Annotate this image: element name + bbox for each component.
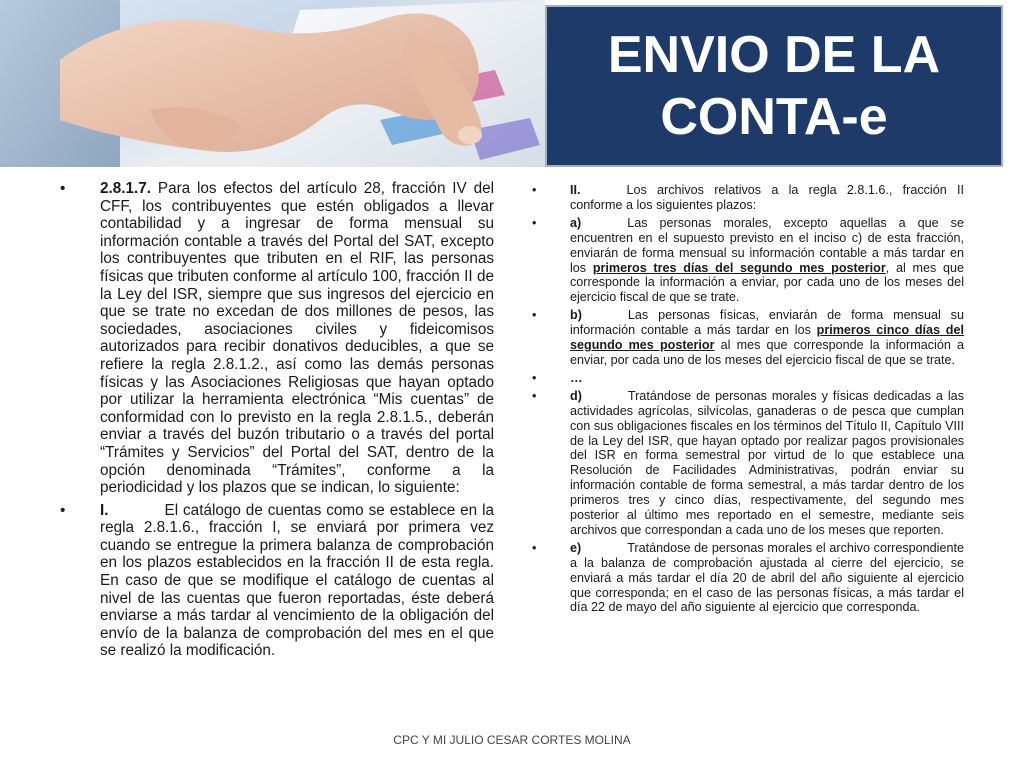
item-label: II. [570,183,581,197]
title-banner [545,5,1003,167]
list-item [530,183,964,213]
bullet: • [60,180,66,197]
list-item [530,389,964,538]
list-item [530,308,964,368]
item-label: I. [100,501,109,519]
bullet: • [532,215,537,230]
item-label: e) [570,540,582,555]
bullet: • [532,388,537,403]
underlined-deadline: primeros tres días del segundo mes posterior [592,260,886,275]
list-item [56,180,494,497]
bullet: • [60,501,66,519]
item-text: al mes que corresponde la información a enviar, por cada uno de los meses del ejercicio fiscal de que se trate. [570,338,964,367]
ellipsis: … [570,370,583,385]
list-item [530,541,964,616]
item-text: El catálogo de cuentas como se establece en la regla 2.8.1.6., fracción I, se enviará por primera vez cuando se entregue la primera balanza de comprobación en los plazos establecidos en la fracción II de esta regla. En caso de que se modifique el catálogo de cuentas al nivel de las cuentas que fueron reportadas, éste deberá enviarse a más tardar al vencimiento de la obligación del envío de la balanza de comprobación del mes en el que se realizó la modificación. [100,501,494,660]
hand-touching-tablet-photo [0,0,545,167]
item-text: , al mes que corresponde la información a enviar, por cada uno de los meses del ejercicio fiscal de que se trate. [570,260,964,305]
underlined-deadline: primeros cinco días del segundo mes posterior [570,323,964,353]
left-column [56,180,494,665]
bullet: • [532,183,537,197]
item-text: Tratándose de personas morales y físicas dedicadas a las actividades agrícolas, silvícolas, ganaderas o de pesca que cumplan con sus obligaciones fiscales en los términos del Título II, Capítulo VIII de la Ley del ISR, que hayan optado por realizar pagos provisionales del ISR en forma semestral por virtud de lo que establece una Resolución de Facilidades Administrativas, podrán enviar su información contable de forma semestral, a más tardar dentro de los primeros tres y cinco días, respectivamente, del segundo mes posterior al último mes reportado en el semestre, mediante seis archivos que correspondan a cada uno de los meses que reporten. [570,388,964,537]
item-text: Las personas morales, excepto aquellas a que se encuentren en el supuesto previsto en el inciso c) de esta fracción, enviarán de forma mensual su información contable a más tardar en los [570,215,964,275]
right-column [530,183,964,618]
item-text: Los archivos relativos a la regla 2.8.1.6., fracción II conforme a los siguientes plazos: [570,183,964,212]
list-item [530,216,964,305]
bullet: • [532,370,537,385]
list-item [56,502,494,660]
item-label: d) [570,388,582,403]
item-label: b) [570,308,582,323]
footer-author: CPC Y MI JULIO CESAR CORTES MOLINA [393,733,631,747]
item-text: Para los efectos del artículo 28, fracción IV del CFF, los contribuyentes que estén obligados a llevar contabilidad y a ingresar de forma mensual su información contable a través del Portal del SAT, excepto los contribuyentes que tributen en el RIF, las personas físicas que tributen conforme al artículo 100, fracción II de la Ley del ISR, siempre que sus ingresos del ejercicio en que se trate no excedan de dos millones de pesos, las sociedades, asociaciones civiles y fideicomisos autorizados para recibir donativos deducibles, a que se refiere la regla 2.8.1.2., así como las demás personas físicas y las Asociaciones Religiosas que hayan optado por utilizar la herramienta electrónica “Mis cuentas” de conformidad con lo previsto en la regla 2.8.1.5., deberán enviar a través del buzón tributario o a través del portal “Trámites y Servicios” del Portal del SAT, dentro de la opción denominada “Trámites”, conforme a la periodicidad y los plazos que se indican, lo siguiente: [100,180,494,497]
slide-title: ENVIO DE LA CONTA-e [607,26,941,146]
item-label: a) [570,215,582,230]
rule-number: 2.8.1.7. [100,180,152,197]
item-text: Tratándose de personas morales el archivo correspondiente a la balanza de comprobación ajustada al cierre del ejercicio, se enviará a más tardar el día 20 de abril del año siguiente al ejercicio que corresponda; en el caso de las personas físicas, a más tardar el día 22 de mayo del año siguiente al ejercicio que corresponda. [570,540,964,615]
bullet: • [532,308,537,323]
list-item [530,371,964,386]
header-photo [0,0,545,167]
item-text: Las personas físicas, enviarán de forma mensual su información contable a más tardar en los [570,308,964,338]
bullet: • [532,540,537,555]
